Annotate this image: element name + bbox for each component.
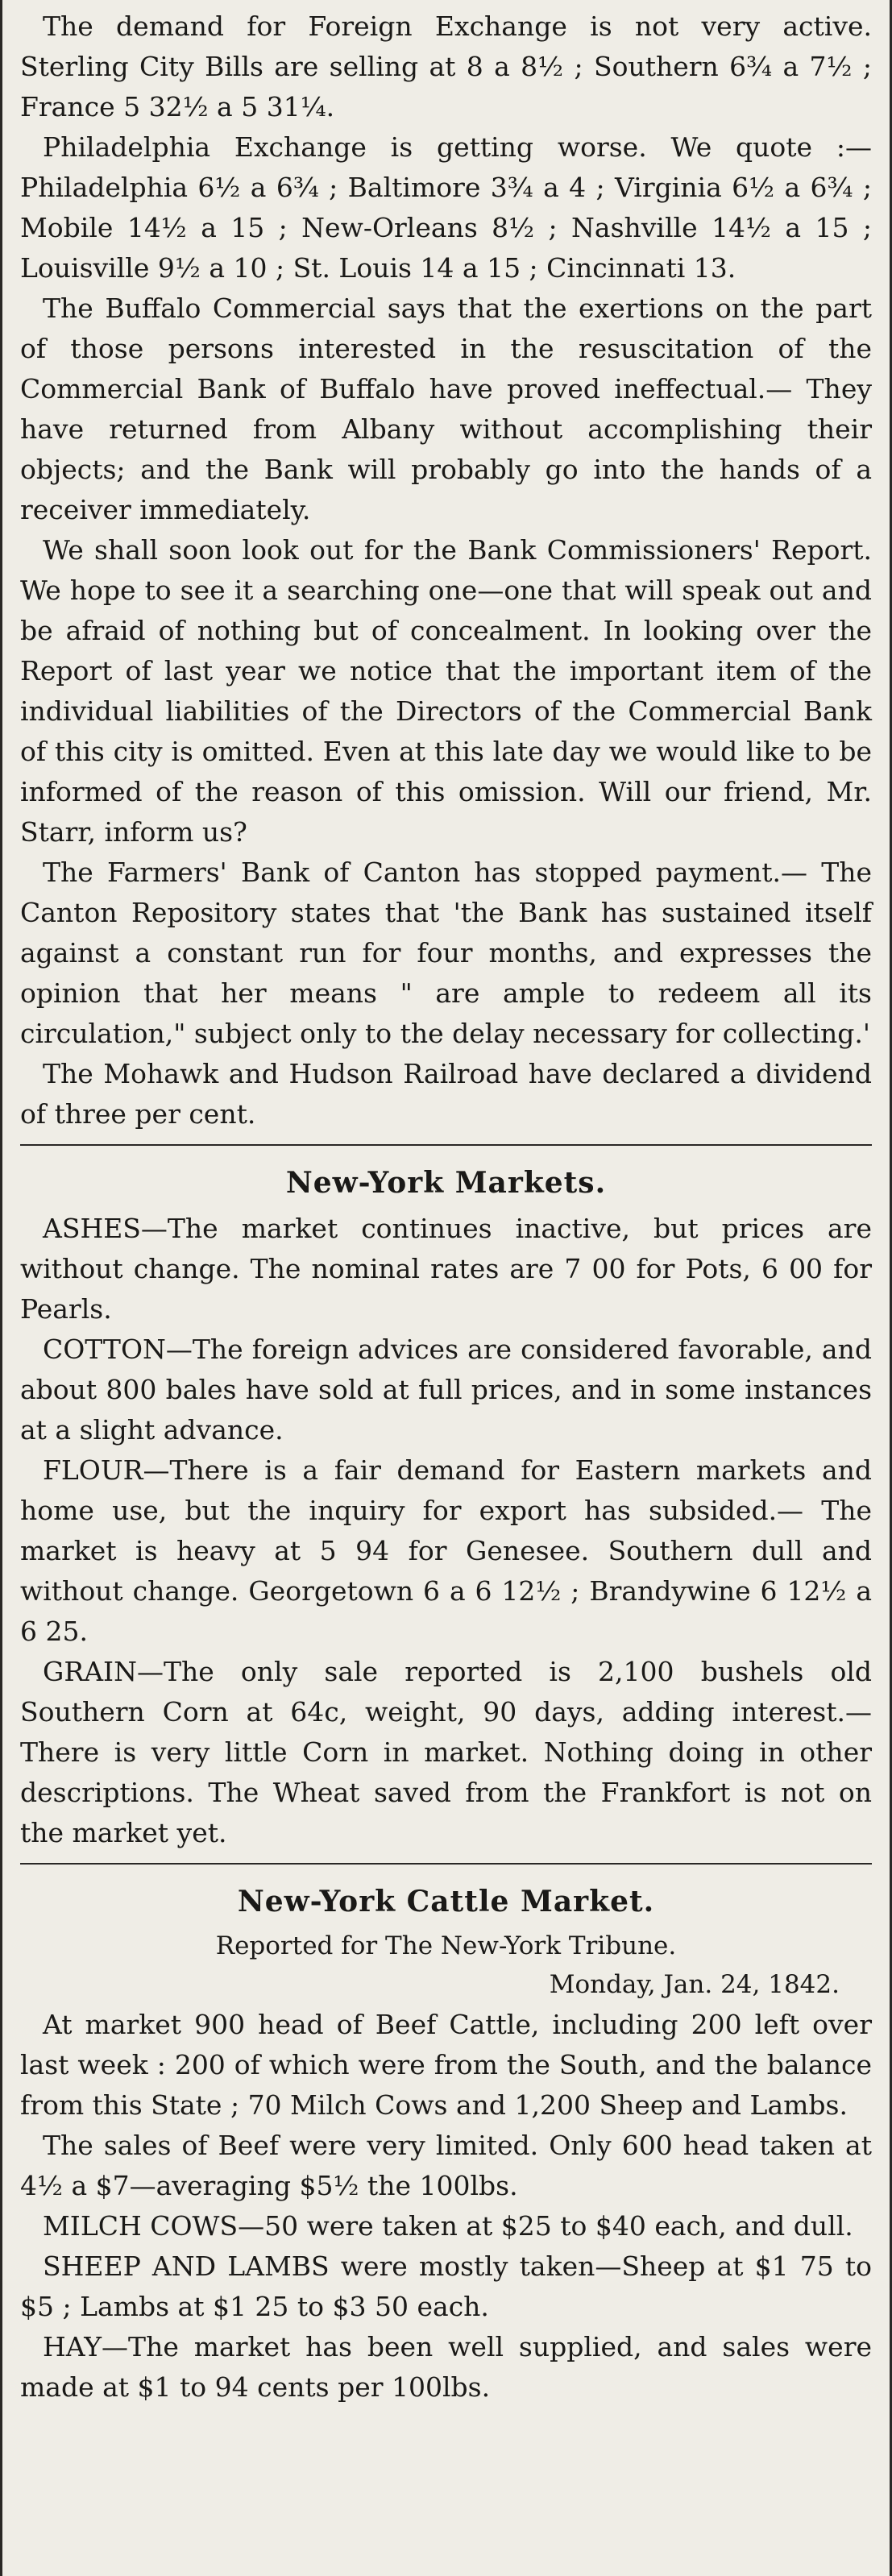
cattle-market-heading: New-York Cattle Market. xyxy=(237,1885,655,1919)
domestic-exchange-paragraph: Philadelphia Exchange is getting worse. We quote :— Philadelphia 6½ a 6¾ ; Baltimore 3¾ a 4 ; Virginia 6½ a 6¾ ; Mobile 14½ a 15 ; New-Orleans 8½ ; Nashville 14½ a 15 ; Louisville 9½ a 10 ; St. Louis 14 a 15 ; Cincinnati 13. xyxy=(20,131,872,284)
milch-cows-paragraph: MILCH COWS—50 were taken at $25 to $40 each, and dull. xyxy=(43,2210,853,2242)
sheep-lambs-paragraph: SHEEP AND LAMBS were mostly taken—Sheep at $1 75 to $5 ; Lambs at $1 25 to $3 50 each. xyxy=(20,2250,872,2322)
railroad-dividend-paragraph: The Mohawk and Hudson Railroad have declared a dividend of three per cent. xyxy=(20,1058,872,1130)
cattle-market-dateline: Monday, Jan. 24, 1842. xyxy=(549,1970,840,1999)
cattle-at-market-paragraph: At market 900 head of Beef Cattle, including 200 left over last week : 200 of which were from the South, and the balance from this State ; 70 Milch Cows and 1,200 Sheep and Lambs. xyxy=(20,2009,872,2121)
markets-heading: New-York Markets. xyxy=(285,1166,607,1200)
buffalo-bank-paragraph: The Buffalo Commercial says that the exertions on the part of those persons interested in the resuscitation of the Commercial Bank of Buffalo have proved ineffectual.— They have returned from Albany without accomplishing their objects; and the Bank will probably go into the hands of a receiver immediately. xyxy=(20,292,872,525)
section-divider xyxy=(20,1863,872,1865)
cotton-paragraph: COTTON—The foreign advices are considered favorable, and about 800 bales have sold at full prices, and in some instances at a slight advance. xyxy=(20,1334,872,1446)
ashes-paragraph: ASHES—The market continues inactive, but prices are without change. The nominal rates are 7 00 for Pots, 6 00 for Pearls. xyxy=(20,1213,872,1325)
beef-sales-paragraph: The sales of Beef were very limited. Only 600 head taken at 4½ a $7—averaging $5½ the 100lbs. xyxy=(20,2130,872,2201)
section-divider xyxy=(20,1144,872,1146)
canton-bank-paragraph: The Farmers' Bank of Canton has stopped payment.— The Canton Repository states that 'the Bank has sustained itself against a constant run for four months, and expresses the opinion that her means " are ample to redeem all its circulation," subject only to the delay necessary for collecting.' xyxy=(20,857,872,1049)
cattle-market-subheading: Reported for The New-York Tribune. xyxy=(215,1931,677,1960)
bank-commissioners-paragraph: We shall soon look out for the Bank Commissioners' Report. We hope to see it a searching one—one that will speak out and be afraid of nothing but of concealment. In looking over the Report of last year we notice that the important item of the individual liabilities of the Directors of the Commercial Bank of this city is omitted. Even at this late day we would like to be informed of the reason of this omission. Will our friend, Mr. Starr, inform us? xyxy=(20,534,872,848)
foreign-exchange-paragraph: The demand for Foreign Exchange is not very active. Sterling City Bills are selling at 8 a 8½ ; Southern 6¾ a 7½ ; France 5 32½ a 5 31¼. xyxy=(20,10,872,122)
hay-paragraph: HAY—The market has been well supplied, and sales were made at $1 to 94 cents per 100lbs. xyxy=(20,2331,872,2403)
grain-paragraph: GRAIN—The only sale reported is 2,100 bushels old Southern Corn at 64c, weight, 90 days, adding interest.— There is very little Corn in market. Nothing doing in other descriptions. The Wheat saved from the Frankfort is not on the market yet. xyxy=(20,1656,872,1848)
flour-paragraph: FLOUR—There is a fair demand for Eastern markets and home use, but the inquiry for export has subsided.— The market is heavy at 5 94 for Genesee. Southern dull and without change. Georgetown 6 a 6 12½ ; Brandywine 6 12½ a 6 25. xyxy=(20,1454,872,1647)
